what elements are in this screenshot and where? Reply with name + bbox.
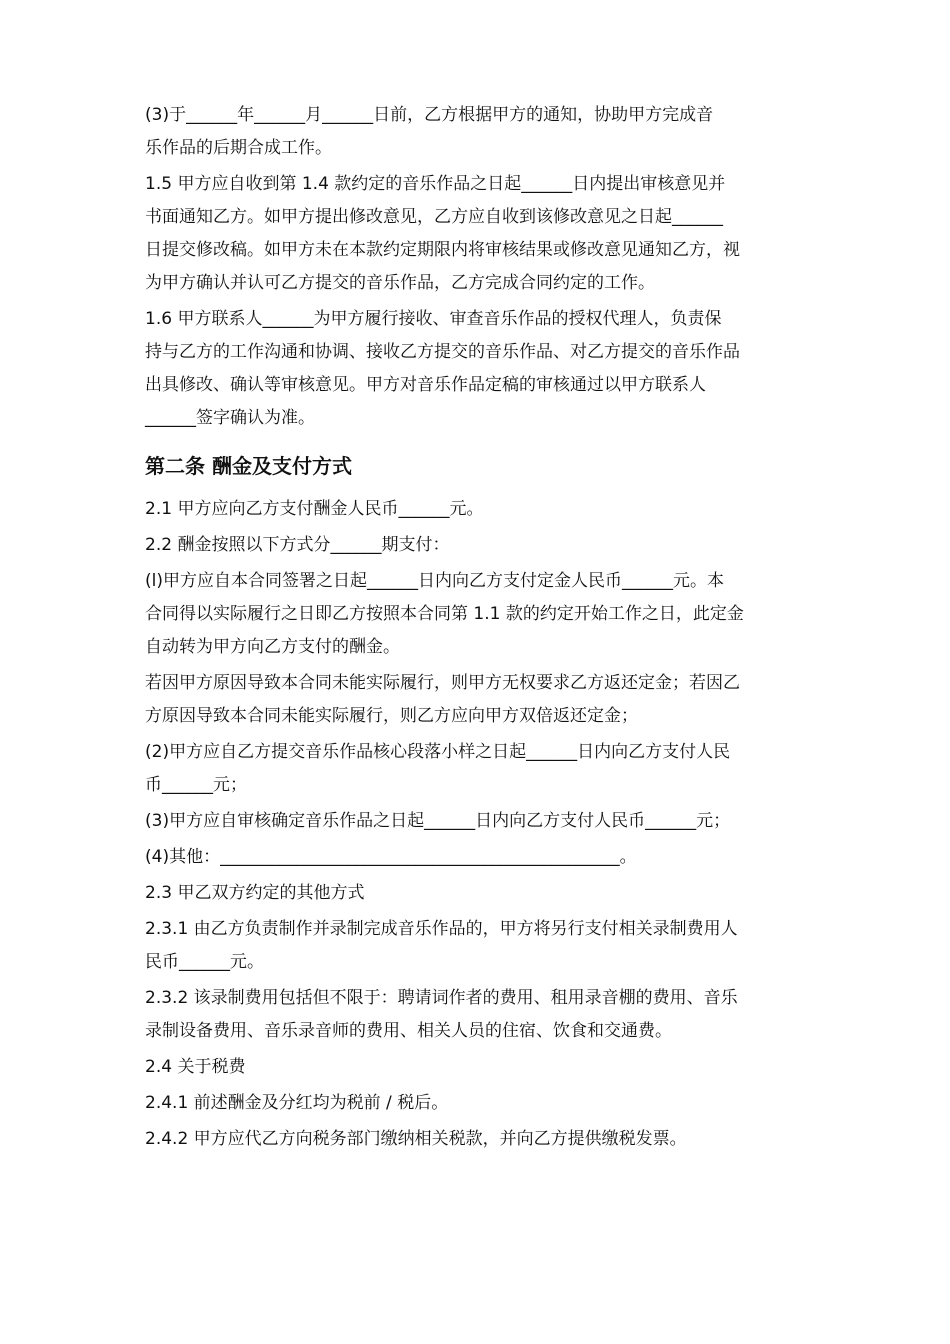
paragraph-p2-4-2 bbox=[145, 1123, 815, 1156]
paragraph-p2-2-note bbox=[145, 667, 815, 733]
contract-section-1-tail bbox=[145, 99, 815, 435]
paragraph-p2-2-3 bbox=[145, 805, 815, 838]
text-line: 2.1 甲方应向乙方支付酬金人民币______元。 bbox=[145, 499, 484, 519]
text-line: 2.2 酬金按照以下方式分______期支付： bbox=[145, 535, 450, 555]
text-line: (4)其他：_______________________________________________。 bbox=[145, 847, 637, 867]
text-line: 2.3.1 由乙方负责制作并录制完成音乐作品的，甲方将另行支付相关录制费用人 bbox=[145, 919, 738, 939]
text-line: 书面通知乙方。如甲方提出修改意见，乙方应自收到该修改意见之日起______ bbox=[145, 207, 723, 227]
contract-section-2 bbox=[145, 493, 815, 1156]
paragraph-p2-3-1 bbox=[145, 913, 815, 979]
text-line: 日提交修改稿。如甲方未在本款约定期限内将审核结果或修改意见通知乙方，视 bbox=[145, 240, 740, 260]
text-line: 合同得以实际履行之日即乙方按照本合同第 1.1 款的约定开始工作之日，此定金 bbox=[145, 604, 744, 624]
text-line: (2)甲方应自乙方提交音乐作品核心段落小样之日起______日内向乙方支付人民 bbox=[145, 742, 731, 762]
text-line: ______签字确认为准。 bbox=[145, 408, 315, 428]
paragraph-p2-2 bbox=[145, 529, 815, 562]
paragraph-p3-delivery bbox=[145, 99, 815, 165]
paragraph-p2-2-2 bbox=[145, 736, 815, 802]
paragraph-p2-4-1 bbox=[145, 1087, 815, 1120]
paragraph-p2-4 bbox=[145, 1051, 815, 1084]
text-line: 2.4.2 甲方应代乙方向税务部门缴纳相关税款，并向乙方提供缴税发票。 bbox=[145, 1129, 687, 1149]
text-line: 方原因导致本合同未能实际履行，则乙方应向甲方双倍返还定金； bbox=[145, 706, 638, 726]
paragraph-p1-6 bbox=[145, 303, 815, 435]
text-line: 2.4 关于税费 bbox=[145, 1057, 246, 1077]
text-line: 录制设备费用、音乐录音师的费用、相关人员的住宿、饮食和交通费。 bbox=[145, 1021, 672, 1041]
paragraph-p2-2-1 bbox=[145, 565, 815, 664]
text-line: 自动转为甲方向乙方支付的酬金。 bbox=[145, 637, 400, 657]
text-line: 币______元； bbox=[145, 775, 247, 795]
article-2-heading: 第二条 酬金及支付方式 bbox=[145, 454, 352, 478]
text-line: 持与乙方的工作沟通和协调、接收乙方提交的音乐作品、对乙方提交的音乐作品 bbox=[145, 342, 740, 362]
contract-body bbox=[145, 99, 815, 1159]
paragraph-p2-1 bbox=[145, 493, 815, 526]
text-line: 乐作品的后期合成工作。 bbox=[145, 138, 332, 158]
paragraph-p2-3-2 bbox=[145, 982, 815, 1048]
text-line: 1.6 甲方联系人______为甲方履行接收、审查音乐作品的授权代理人，负责保 bbox=[145, 309, 722, 329]
text-line: 2.3.2 该录制费用包括但不限于：聘请词作者的费用、租用录音棚的费用、音乐 bbox=[145, 988, 738, 1008]
text-line: 1.5 甲方应自收到第 1.4 款约定的音乐作品之日起______日内提出审核意见并 bbox=[145, 174, 726, 194]
text-line: 2.4.1 前述酬金及分红均为税前 / 税后。 bbox=[145, 1093, 449, 1113]
text-line: 若因甲方原因导致本合同未能实际履行，则甲方无权要求乙方返还定金；若因乙 bbox=[145, 673, 740, 693]
text-line: (l)甲方应自本合同签署之日起______日内向乙方支付定金人民币______元。本 bbox=[145, 571, 724, 591]
text-line: (3)甲方应自审核确定音乐作品之日起______日内向乙方支付人民币______元； bbox=[145, 811, 731, 831]
text-line: 2.3 甲乙双方约定的其他方式 bbox=[145, 883, 365, 903]
text-line: 为甲方确认并认可乙方提交的音乐作品，乙方完成合同约定的工作。 bbox=[145, 273, 655, 293]
text-line: 民币______元。 bbox=[145, 952, 264, 972]
paragraph-p1-5 bbox=[145, 168, 815, 300]
paragraph-p2-2-4 bbox=[145, 841, 815, 874]
text-line: (3)于______年______月______日前，乙方根据甲方的通知，协助甲方完成音 bbox=[145, 105, 714, 125]
paragraph-p2-3 bbox=[145, 877, 815, 910]
text-line: 出具修改、确认等审核意见。甲方对音乐作品定稿的审核通过以甲方联系人 bbox=[145, 375, 706, 395]
